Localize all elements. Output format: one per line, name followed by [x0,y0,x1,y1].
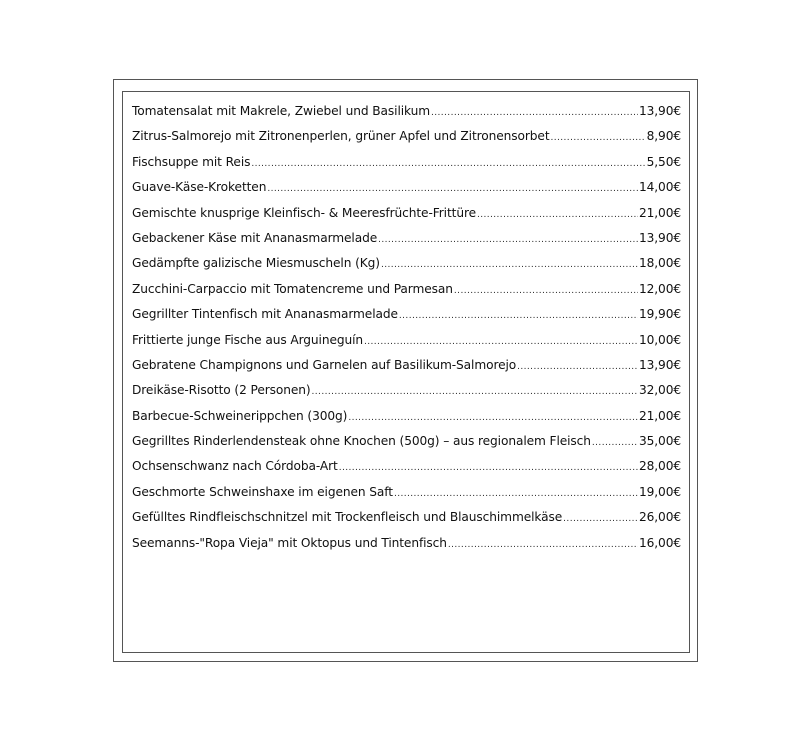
dot-leader [454,286,638,296]
dot-leader [563,514,638,524]
menu-item [132,383,681,408]
dish-name: Gefülltes Rindfleischschnitzel mit Trockenfleisch und Blauschimmelkäse [132,510,563,525]
dish-name: Fischsuppe mit Reis [132,154,251,169]
dish-name: Gegrilltes Rinderlendensteak ohne Knochen (500g) – aus regionalem Fleisch [132,434,591,449]
menu-item [132,459,681,484]
dot-leader [312,387,638,397]
dish-name: Guave-Käse-Kroketten [132,180,267,195]
dish-price: 13,90€ [638,357,681,372]
menu-item [132,104,681,129]
dish-price: 13,90€ [638,230,681,245]
menu-item [132,358,681,383]
menu-item [132,231,681,256]
dot-leader [477,210,638,220]
dish-name: Gebackener Käse mit Ananasmarmelade [132,230,378,245]
dot-leader [431,108,638,118]
dot-leader [517,362,638,372]
dot-leader [339,463,638,473]
dot-leader [394,489,638,499]
dish-price: 18,00€ [638,256,681,271]
dish-name: Frittierte junge Fische aus Arguineguín [132,332,364,347]
dish-price: 19,90€ [638,307,681,322]
menu-item [132,510,681,535]
dish-name: Zitrus-Salmorejo mit Zitronenperlen, grüner Apfel und Zitronensorbet [132,129,550,144]
dish-name: Gedämpfte galizische Miesmuscheln (Kg) [132,256,380,271]
dish-name: Dreikäse-Risotto (2 Personen) [132,383,311,398]
dish-name: Seemanns-"Ropa Vieja" mit Oktopus und Tintenfisch [132,535,447,550]
dish-name: Ochsenschwanz nach Córdoba-Art [132,459,338,474]
dish-price: 21,00€ [638,205,681,220]
menu-item [132,282,681,307]
dish-price: 21,00€ [638,408,681,423]
menu-item [132,155,681,180]
menu-item [132,536,681,561]
dish-price: 19,00€ [638,484,681,499]
dot-leader [378,235,638,245]
dish-price: 10,00€ [638,332,681,347]
menu-list [132,104,681,561]
dish-name: Geschmorte Schweinshaxe im eigenen Saft [132,484,393,499]
dot-leader [364,337,638,347]
dot-leader [381,260,638,270]
dish-price: 28,00€ [638,459,681,474]
menu-item [132,206,681,231]
dot-leader [551,133,646,143]
menu-item [132,485,681,510]
dot-leader [348,413,638,423]
menu-item [132,307,681,332]
dot-leader [448,540,638,550]
dot-leader [267,184,638,194]
dish-price: 12,00€ [638,281,681,296]
dish-price: 16,00€ [638,535,681,550]
dish-price: 35,00€ [638,434,681,449]
dish-name: Tomatensalat mit Makrele, Zwiebel und Basilikum [132,104,430,118]
dish-name: Zucchini-Carpaccio mit Tomatencreme und Parmesan [132,281,453,296]
dish-price: 26,00€ [638,510,681,525]
menu-item [132,333,681,358]
menu-item [132,256,681,281]
dish-name: Gebratene Champignons und Garnelen auf Basilikum-Salmorejo [132,357,517,372]
dish-price: 13,90€ [638,104,681,118]
dish-name: Gegrillter Tintenfisch mit Ananasmarmelade [132,307,398,322]
dish-price: 14,00€ [638,180,681,195]
dot-leader [592,438,638,448]
dish-price: 32,00€ [638,383,681,398]
dish-price: 8,90€ [646,129,681,144]
dish-name: Barbecue-Schweinerippchen (300g) [132,408,348,423]
menu-item [132,129,681,154]
menu-item [132,409,681,434]
dot-leader [251,159,645,169]
dot-leader [399,311,638,321]
dish-name: Gemischte knusprige Kleinfisch- & Meeresfrüchte-Frittüre [132,205,476,220]
menu-item [132,434,681,459]
menu-item [132,180,681,205]
dish-price: 5,50€ [646,154,681,169]
